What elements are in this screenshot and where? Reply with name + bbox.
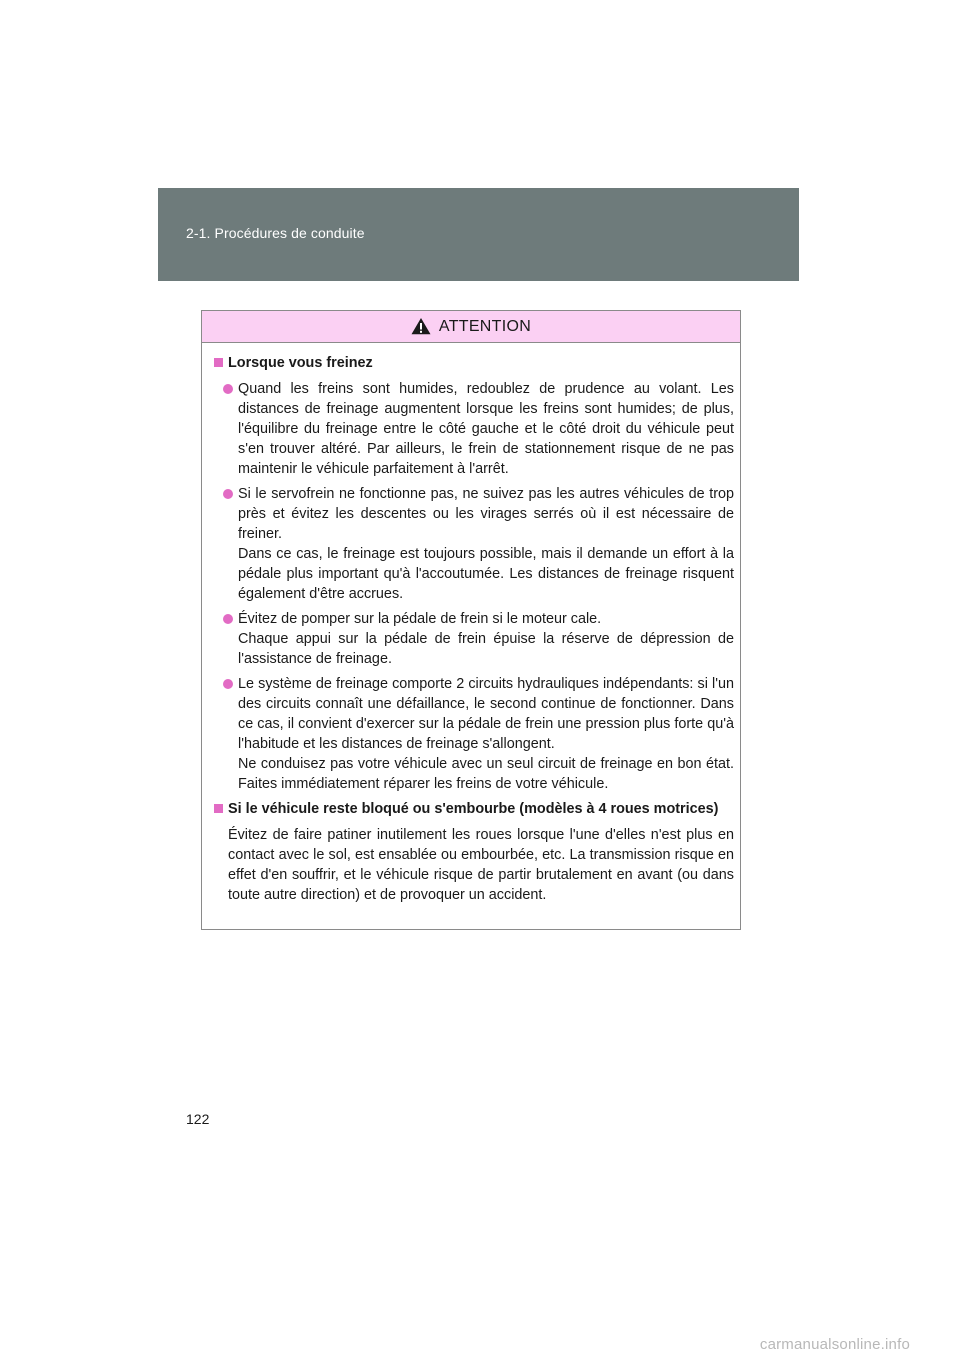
warning-title: ATTENTION: [438, 317, 532, 335]
chapter-header: [158, 188, 799, 281]
bullet-text: Ne conduisez pas votre véhicule avec un seul circuit de freinage en bon état. Faites immédiatement réparer les freins de votre véhicule.: [238, 756, 734, 792]
warning-box: [201, 310, 741, 930]
round-bullet-icon: [223, 384, 233, 394]
bullet-text: Si le servofrein ne fonctionne pas, ne suivez pas les autres véhicules de trop près et évitez les descentes ou les virages serrés où il est nécessaire de freiner.: [238, 486, 734, 542]
warning-triangle-icon: [411, 317, 431, 335]
round-bullet-icon: [223, 489, 233, 499]
list-item: [223, 674, 734, 794]
section-heading: Lorsque vous freinez: [214, 353, 734, 373]
bullet-text: Le système de freinage comporte 2 circuits hydrauliques indépendants: si l'un des circuits connaît une défaillance, le second continue de fonctionner. Dans ce cas, il convient d'exercer sur la pédale de frein une pression plus forte qu'à l'habitude et les distances de freinage s'allongent.: [238, 676, 734, 752]
square-bullet-icon: [214, 804, 223, 813]
section-title: 2-1. Procédures de conduite: [186, 225, 365, 241]
section-heading: Si le véhicule reste bloqué ou s'embourbe (modèles à 4 roues motrices): [214, 799, 734, 819]
round-bullet-icon: [223, 679, 233, 689]
list-item: [223, 379, 734, 479]
list-item: [223, 609, 734, 669]
list-item: [223, 484, 734, 604]
square-bullet-icon: [214, 358, 223, 367]
bullet-text: Quand les freins sont humides, redoublez de prudence au volant. Les distances de freinage augmentent lorsque les freins sont humides; de plus, l'équilibre du freinage entre le côté gauche et le côté droit du véhicule peut s'en trouver altéré. Par ailleurs, le frein de stationnement risque de ne pas maintenir le véhicule parfaitement à l'arrêt.: [238, 381, 734, 477]
bullet-text: Évitez de pomper sur la pédale de frein si le moteur cale.: [238, 611, 602, 627]
page-number: 122: [186, 1111, 210, 1127]
bullet-text: Chaque appui sur la pédale de frein épuise la réserve de dépression de l'assistance de freinage.: [238, 631, 734, 667]
warning-body: [202, 343, 740, 905]
warning-header: [202, 311, 740, 343]
round-bullet-icon: [223, 614, 233, 624]
watermark: carmanualsonline.info: [759, 1336, 910, 1353]
bullet-text: Dans ce cas, le freinage est toujours possible, mais il demande un effort à la pédale plus important qu'à l'accoutumée. Les distances de freinage risquent également d'être accrues.: [238, 546, 734, 602]
section-body: Évitez de faire patiner inutilement les roues lorsque l'une d'elles n'est plus en contact avec le sol, est ensablée ou embourbée, etc. La transmission risque en effet d'en souffrir, et le véhicule risque de partir brutalement en avant (ou dans toute autre direction) et de provoquer un accident.: [228, 827, 734, 903]
